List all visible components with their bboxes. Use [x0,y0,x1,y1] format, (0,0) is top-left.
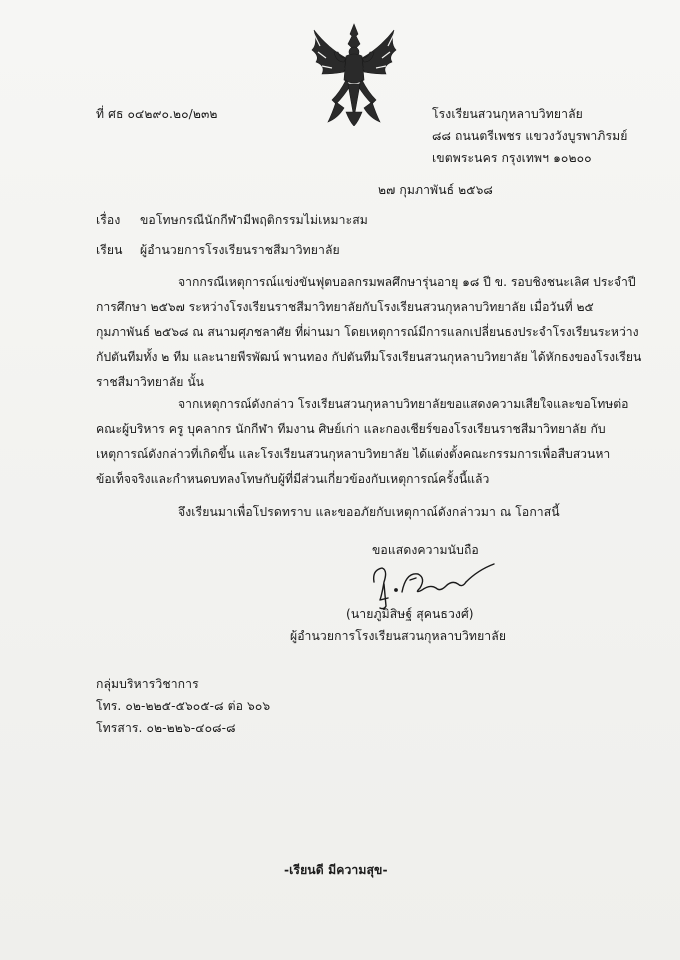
contact-phone: โทร. ๐๒-๒๒๕-๕๖๐๕-๘ ต่อ ๖๐๖ [96,699,271,713]
reference-number: ที่ ศธ ๐๔๒๙๐.๒๐/๒๓๒ [96,107,218,121]
paragraph-line: คณะผู้บริหาร ครู บุคลากร นักกีฬา ทีมงาน ศิษย์เก่า และกองเชียร์ของโรงเรียนราชสีมาวิทยาลัย กับ [96,422,606,436]
subject-label: เรื่อง [96,213,121,227]
sender-address-line1: ๘๘ ถนนตรีเพชร แขวงวังบูรพาภิรมย์ [432,129,628,143]
subject-text: ขอโทษกรณีนักกีฬามีพฤติกรรมไม่เหมาะสม [140,213,368,227]
body-paragraph-2 [96,392,629,492]
garuda-emblem-icon [306,22,402,126]
contact-fax: โทรสาร. ๐๒-๒๒๖-๔๐๘-๘ [96,721,236,735]
paragraph-line: การศึกษา ๒๕๖๗ ระหว่างโรงเรียนราชสีมาวิทยาลัยกับโรงเรียนสวนกุหลาบวิทยาลัย เมื่อวันที่ ๒๕ [96,300,594,314]
paragraph-line: จากเหตุการณ์ดังกล่าว โรงเรียนสวนกุหลาบวิทยาลัยขอแสดงความเสียใจและขอโทษต่อ [178,397,629,411]
recipient-text: ผู้อำนวยการโรงเรียนราชสีมาวิทยาลัย [140,243,340,257]
paragraph-line: ข้อเท็จจริงและกำหนดบทลงโทษกับผู้ที่มีส่วนเกี่ยวข้องกับเหตุการณ์ครั้งนี้แล้ว [96,472,490,486]
paragraph-line: ราชสีมาวิทยาลัย นั้น [96,375,204,389]
handwritten-signature-icon [366,560,498,612]
paragraph-line: กัปตันทีมทั้ง ๒ ทีม และนายพีรพัฒน์ พานทอง กัปตันทีมโรงเรียนสวนกุหลาบวิทยาลัย ได้หักธงของโรงเรียน [96,350,642,364]
letter-date: ๒๗ กุมภาพันธ์ ๒๕๖๘ [378,183,493,197]
sender-address-line2: เขตพระนคร กรุงเทพฯ ๑๐๒๐๐ [432,151,592,165]
footer-motto: -เรียนดี มีความสุข- [284,863,388,877]
paragraph-line: จากกรณีเหตุการณ์แข่งขันฟุตบอลกรมพลศึกษารุ่นอายุ ๑๘ ปี ข. รอบชิงชนะเลิศ ประจำปี [178,275,636,289]
recipient-label: เรียน [96,243,123,257]
contact-department: กลุ่มบริหารวิชาการ [96,677,199,691]
signer-name: (นายภูมิสิษฐ์ สุคนธวงศ์) [346,607,474,621]
salutation: ขอแสดงความนับถือ [372,543,479,557]
body-paragraph-1 [96,270,642,395]
sender-name: โรงเรียนสวนกุหลาบวิทยาลัย [432,107,583,121]
signer-position: ผู้อำนวยการโรงเรียนสวนกุหลาบวิทยาลัย [290,629,507,643]
paragraph-line: เหตุการณ์ดังกล่าวที่เกิดขึ้น และโรงเรียนสวนกุหลาบวิทยาลัย ได้แต่งตั้งคณะกรรมการเพื่อสืบสวนหา [96,447,611,461]
closing-sentence: จึงเรียนมาเพื่อโปรดทราบ และขออภัยกับเหตุกาณ์ดังกล่าวมา ณ โอกาสนี้ [178,505,560,519]
paragraph-line: กุมภาพันธ์ ๒๕๖๘ ณ สนามศุภชลาศัย ที่ผ่านมา โดยเหตุการณ์มีการแลกเปลี่ยนธงประจำโรงเรียนระหว่าง [96,325,639,339]
